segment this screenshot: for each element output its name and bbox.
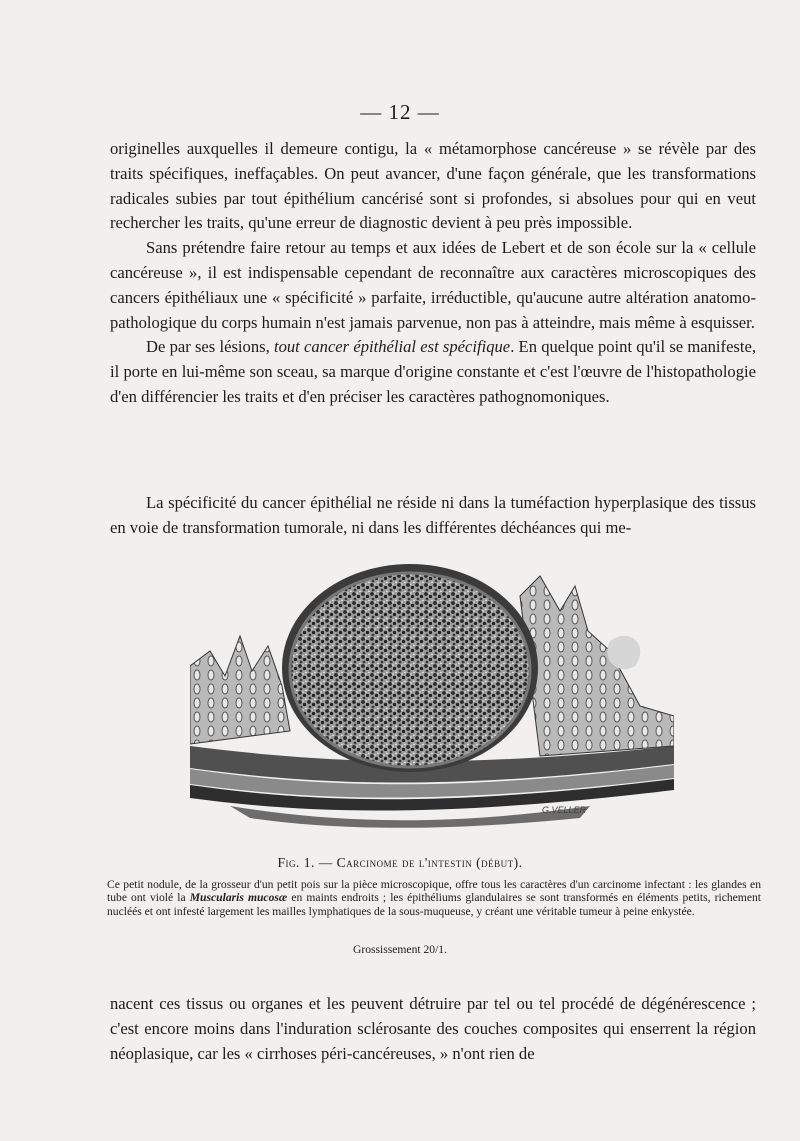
paragraph-2: Sans prétendre faire retour au temps et aux idées de Lebert et de son école sur la « cellule cancéreuse », il est indispensable cependant de reconnaître aux caractères microscopiques des cancers épithéliaux une « spécificité » parfaite, irréductible, qu'aucune autre altération anatomo-pathologique du corps humain n'est jamais parvenue, non pas à atteindre, mais même à esquisser.	[110, 238, 756, 332]
illustrator-signature: G.VELLER	[542, 805, 587, 815]
figure-description-emphasis: Muscularis mucosæ	[189, 891, 288, 905]
figure-description-after: en maints endroits ; les épithéliums glandulaires se sont transformés en éléments petits, richement nucléés et ont infesté largement les mailles lymphatiques de la sous-muqueuse, y créant une véritable tumeur à peine enkystée.	[107, 891, 761, 918]
paragraph-3-before: De par ses lésions,	[146, 337, 274, 357]
figure-description	[107, 878, 761, 918]
figure-caption: Fig. 1. — Carcinome de l'intestin (début).	[277, 855, 523, 870]
paragraph-3-after: . En quelque point qu'il se manifeste, il porte en lui-même son sceau, sa marque d'origine constante et c'est l'œuvre de l'histopathologie d'en différencier les traits et d'en préciser les caractères pathognomoniques.	[110, 337, 757, 406]
figure-magnification: Grossissement 20/1.	[352, 943, 448, 956]
body-text-middle	[110, 491, 756, 541]
body-text-bottom	[110, 992, 756, 1066]
paragraph-5: nacent ces tissus ou organes et les peuvent détruire par tel ou tel procédé de dégénérescence ; c'est encore moins dans l'induration sclérosante des couches composites qui enserrent la région néoplasique, car les « cirrhoses péri-cancéreuses, » n'ont rien de	[110, 994, 756, 1063]
body-text-top	[110, 137, 756, 410]
figure-description-before: Ce petit nodule, de la grosseur d'un petit pois sur la pièce microscopique, offre tous les caractères d'un carcinome infectant : les glandes en tube ont violé la	[107, 878, 761, 905]
paragraph-4: La spécificité du cancer épithélial ne réside ni dans la tuméfaction hyperplasique des tissus en voie de transformation tumorale, ni dans les différentes déchéances qui me-	[110, 493, 756, 537]
histology-figure	[190, 556, 674, 831]
paragraph-1: originelles auxquelles il demeure contigu, la « métamorphose cancéreuse » se révèle par des traits spécifiques, ineffaçables. On peut avancer, d'une façon générale, que les transformations radicales subies par tout épithélium cancérisé sont si profondes, si absolues pour qui en veut rechercher les traits, qu'une erreur de diagnostic devient à peu près impossible.	[110, 139, 756, 233]
page-number: — 12 —	[360, 100, 440, 124]
paragraph-3	[110, 335, 756, 409]
paragraph-3-emphasis: tout cancer épithélial est spécifique	[273, 337, 511, 357]
